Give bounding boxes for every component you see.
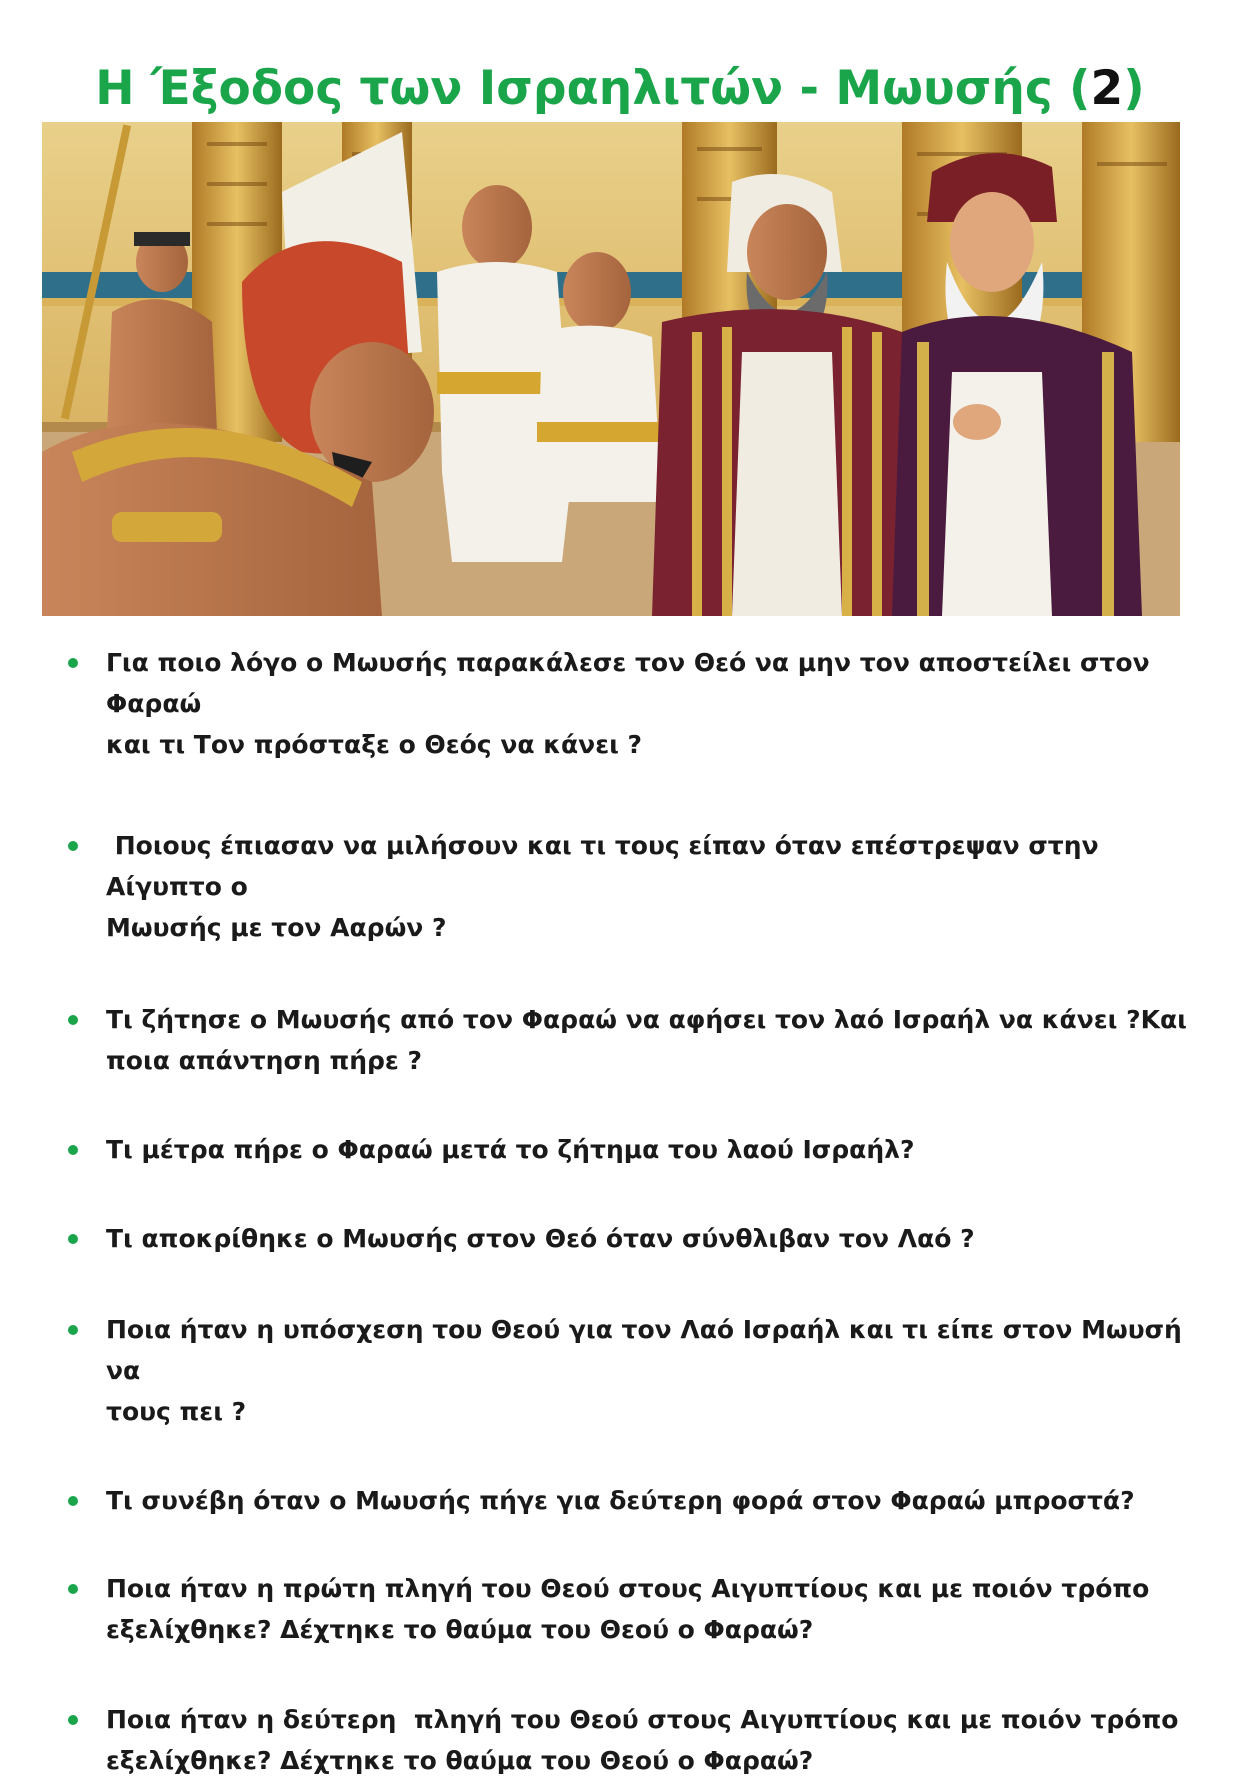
- question-item: [64, 1309, 1204, 1432]
- question-line: τους πει ?: [106, 1397, 247, 1426]
- title-prefix: Η Έξοδος των Ισραηλιτών - Μωυσής (: [95, 61, 1091, 117]
- question-item: [64, 1129, 1204, 1170]
- illustration-moses-before-pharaoh: [42, 122, 1180, 616]
- bullet-icon: [68, 1234, 78, 1244]
- question-line: Ποιους έπιασαν να μιλήσουν και τι τους είπαν όταν επέστρεψαν στην Αίγυπτο ο: [106, 831, 1108, 901]
- question-line: Τι μέτρα πήρε ο Φαραώ μετά το ζήτημα του λαού Ισραήλ?: [106, 1135, 915, 1164]
- question-line: Ποια ήταν η δεύτερη πληγή του Θεού στους Αιγυπτίους και με ποιόν τρόπο: [106, 1705, 1179, 1734]
- question-item: [64, 1568, 1204, 1650]
- bullet-icon: [68, 1715, 78, 1725]
- bullet-icon: [68, 658, 78, 668]
- question-item: [64, 1699, 1204, 1781]
- question-line: εξελίχθηκε? Δέχτηκε το θαύμα του Θεού ο Φαραώ?: [106, 1746, 814, 1775]
- question-list: [64, 642, 1204, 1781]
- question-line: Ποια ήταν η πρώτη πληγή του Θεού στους Αιγυπτίους και με ποιόν τρόπο: [106, 1574, 1150, 1603]
- question-item: [64, 642, 1204, 765]
- question-line: Για ποιο λόγο ο Μωυσής παρακάλεσε τον Θεό να μην τον αποστείλει στον Φαραώ: [106, 648, 1159, 718]
- question-line: Μωυσής με τον Ααρών ?: [106, 913, 447, 942]
- question-item: [64, 1218, 1204, 1259]
- bullet-icon: [68, 1015, 78, 1025]
- bullet-icon: [68, 1496, 78, 1506]
- question-line: εξελίχθηκε? Δέχτηκε το θαύμα του Θεού ο Φαραώ?: [106, 1615, 814, 1644]
- question-item: [64, 825, 1204, 948]
- title-number: 2: [1090, 61, 1124, 117]
- question-line: ποια απάντηση πήρε ?: [106, 1046, 423, 1075]
- question-line: Τι ζήτησε ο Μωυσής από τον Φαραώ να αφήσει τον λαό Ισραήλ να κάνει ?Και: [106, 1005, 1187, 1034]
- page-title: [0, 59, 1240, 119]
- question-item: [64, 999, 1204, 1081]
- question-line: Ποια ήταν η υπόσχεση του Θεού για τον Λαό Ισραήλ και τι είπε στον Μωυσή να: [106, 1315, 1191, 1385]
- bullet-icon: [68, 1145, 78, 1155]
- title-suffix: ): [1123, 61, 1145, 117]
- bullet-icon: [68, 1584, 78, 1594]
- question-line: και τι Τον πρόσταξε ο Θεός να κάνει ?: [106, 730, 643, 759]
- question-line: Τι συνέβη όταν ο Μωυσής πήγε για δεύτερη φορά στον Φαραώ μπροστά?: [106, 1486, 1135, 1515]
- bullet-icon: [68, 841, 78, 851]
- question-item: [64, 1480, 1204, 1521]
- illustration-artwork: [42, 122, 1180, 616]
- bullet-icon: [68, 1325, 78, 1335]
- question-line: Τι αποκρίθηκε ο Μωυσής στον Θεό όταν σύνθλιβαν τον Λαό ?: [106, 1224, 975, 1253]
